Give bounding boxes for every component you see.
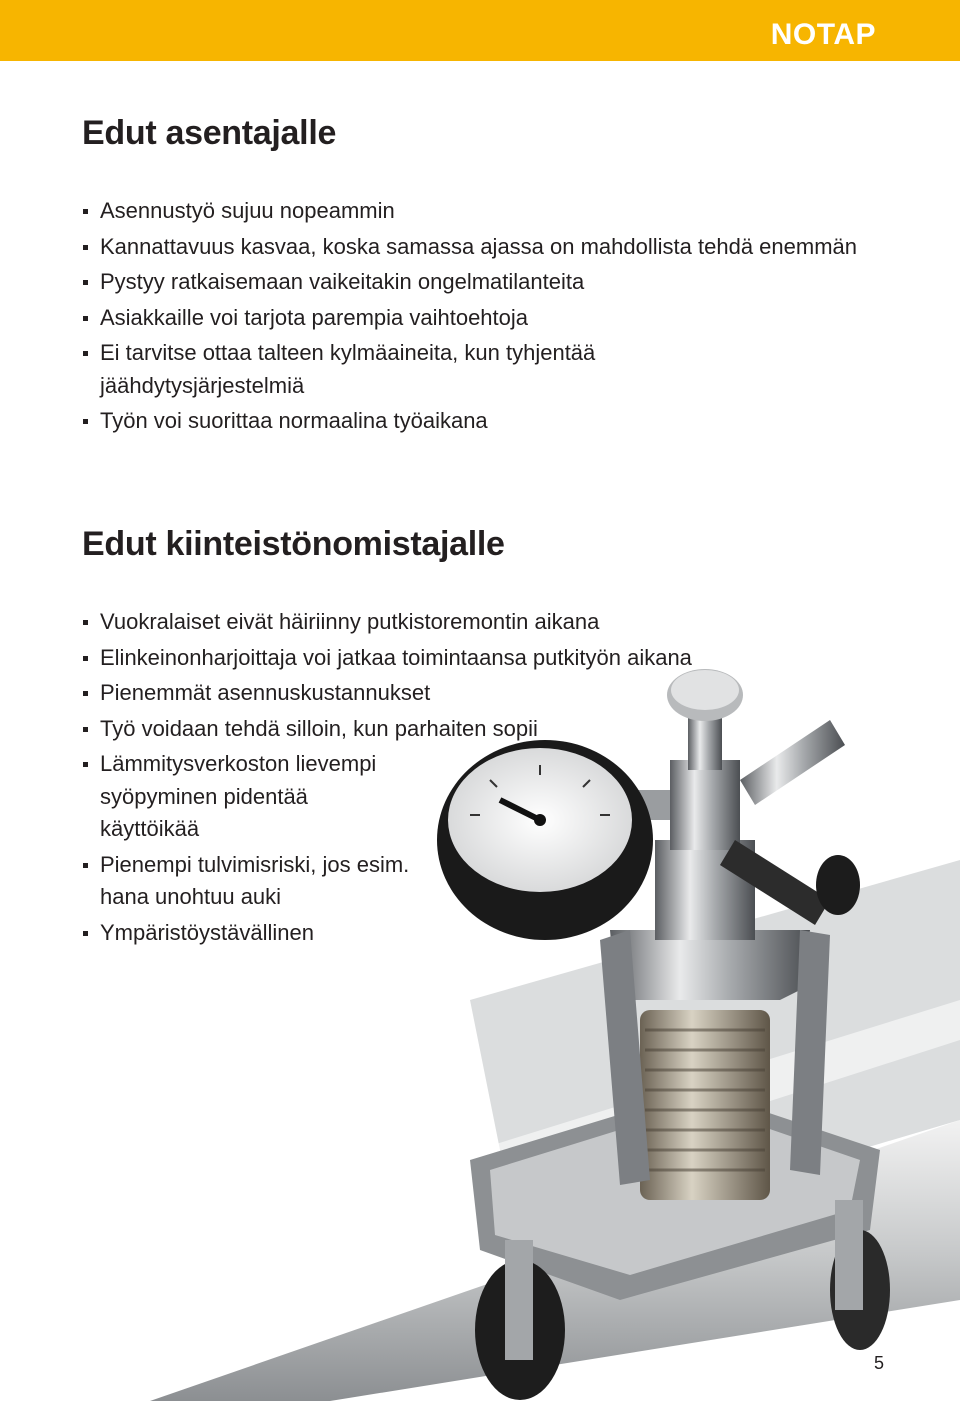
list-item: Ei tarvitse ottaa talteen kylmäaineita, kun tyhjentää jäähdytysjärjestelmiä bbox=[82, 337, 682, 402]
section-title-installer: Edut asentajalle bbox=[82, 114, 337, 152]
list-item: Ympäristöystävällinen bbox=[82, 917, 782, 950]
list-item: Asiakkaille voi tarjota parempia vaihtoehtoja bbox=[82, 302, 862, 335]
list-item: Työ voidaan tehdä silloin, kun parhaiten sopii bbox=[82, 713, 782, 746]
list-item: Pienemmät asennuskustannukset bbox=[82, 677, 782, 710]
section-title-owner: Edut kiinteistönomistajalle bbox=[82, 525, 505, 563]
page-number: 5 bbox=[873, 1353, 884, 1373]
installer-benefits-list bbox=[82, 195, 862, 441]
list-item: Työn voi suorittaa normaalina työaikana bbox=[82, 405, 862, 438]
list-item: Elinkeinonharjoittaja voi jatkaa toimintaansa putkityön aikana bbox=[82, 642, 782, 675]
list-item: Asennustyö sujuu nopeammin bbox=[82, 195, 862, 228]
brand-logo: NOTAP bbox=[770, 18, 876, 51]
list-item: Kannattavuus kasvaa, koska samassa ajassa on mahdollista tehdä enemmän bbox=[82, 231, 862, 264]
list-item: Lämmitysverkoston lievempi syöpyminen pidentää käyttöikää bbox=[82, 748, 412, 846]
owner-benefits-list bbox=[82, 606, 782, 952]
list-item: Pienempi tulvimisriski, jos esim. hana unohtuu auki bbox=[82, 849, 412, 914]
list-item: Pystyy ratkaisemaan vaikeitakin ongelmatilanteita bbox=[82, 266, 862, 299]
list-item: Vuokralaiset eivät häiriinny putkistoremontin aikana bbox=[82, 606, 782, 639]
